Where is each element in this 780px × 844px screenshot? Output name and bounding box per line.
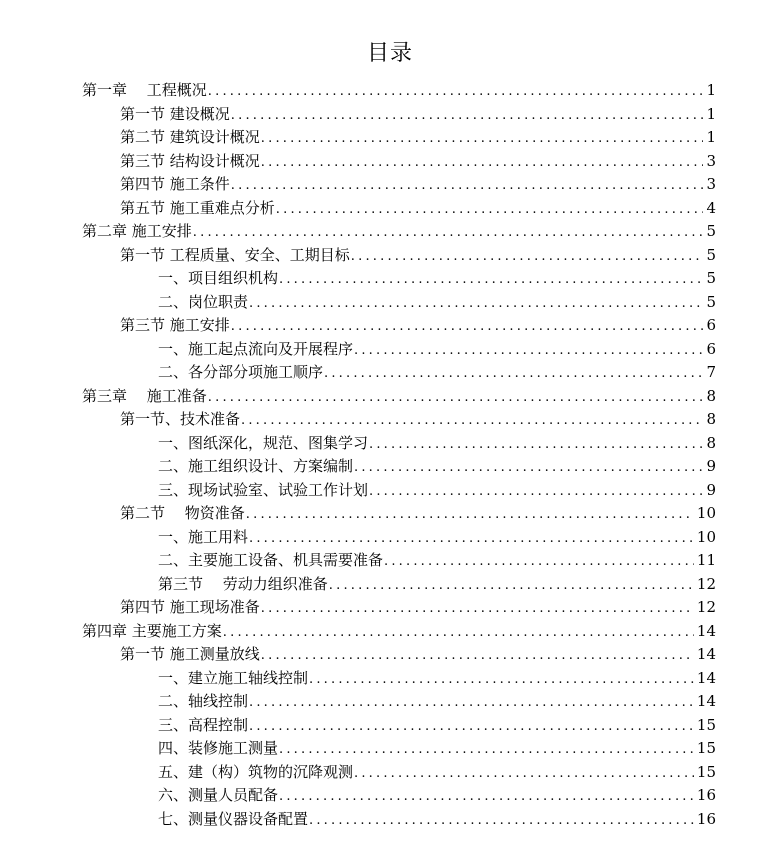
toc-leader-dots	[329, 574, 694, 598]
page-title: 目录	[366, 41, 413, 66]
toc-entry-label: 二、岗位职责	[158, 292, 249, 311]
toc-leader-dots	[384, 550, 694, 574]
toc-leader-dots	[193, 221, 704, 245]
toc-leader-dots	[231, 174, 704, 198]
toc-leader-dots	[279, 785, 694, 809]
toc-leader-dots	[354, 762, 694, 786]
toc-entry-label: 第四章 主要施工方案	[82, 621, 222, 640]
toc-entry[interactable]	[158, 525, 716, 549]
toc-entry[interactable]	[120, 407, 716, 431]
toc-entry[interactable]	[158, 266, 716, 290]
toc-entry-label: 第一节 建设概况	[120, 104, 230, 123]
toc-entry-page-number: 10	[696, 504, 716, 522]
toc-leader-dots	[324, 362, 703, 386]
toc-entry-page-number: 3	[706, 175, 716, 193]
toc-entry-page-number: 8	[706, 410, 716, 428]
toc-entry-page-number: 14	[696, 645, 716, 663]
toc-entry[interactable]	[120, 196, 716, 220]
toc-entry[interactable]	[158, 783, 716, 807]
toc-entry[interactable]	[158, 689, 716, 713]
toc-entry[interactable]	[158, 548, 716, 572]
toc-entry-page-number: 1	[706, 81, 716, 99]
toc-entry-label: 第二章 施工安排	[82, 222, 192, 240]
toc-leader-dots	[261, 151, 704, 175]
toc-leader-dots	[279, 268, 703, 292]
toc-entry[interactable]	[120, 149, 716, 173]
toc-entry-label: 第二节 物资准备	[120, 504, 245, 522]
toc-entry[interactable]	[158, 454, 716, 478]
toc-entry-label: 三、高程控制	[158, 715, 249, 734]
toc-entry[interactable]	[120, 642, 716, 666]
toc-entry-page-number: 15	[696, 739, 716, 757]
toc-entry-label: 二、施工组织设计、方案编制	[158, 457, 354, 475]
toc-entry[interactable]	[158, 290, 716, 314]
toc-entry[interactable]	[82, 219, 716, 243]
toc-entry[interactable]	[82, 619, 716, 643]
toc-leader-dots	[309, 809, 694, 833]
toc-entry-label: 二、各分部分项施工顺序	[158, 363, 324, 381]
toc-entry-label: 第一节、技术准备	[120, 410, 241, 428]
toc-leader-dots	[208, 386, 704, 410]
toc-entry-page-number: 12	[696, 574, 716, 593]
toc-entry-page-number: 15	[696, 762, 716, 781]
toc-entry-label: 第一节 工程质量、安全、工期目标	[120, 245, 350, 264]
toc-entry-page-number: 6	[706, 339, 716, 358]
toc-entry-page-number: 8	[706, 433, 716, 452]
toc-entry-label: 第一节 施工测量放线	[120, 645, 260, 663]
toc-entry-page-number: 12	[696, 598, 716, 616]
toc-leader-dots	[369, 433, 703, 457]
toc-entry-label: 七、测量仪器设备配置	[158, 809, 309, 828]
toc-entry[interactable]	[120, 172, 716, 196]
toc-entry-label: 二、主要施工设备、机具需要准备	[158, 551, 384, 569]
toc-leader-dots	[279, 738, 694, 762]
toc-leader-dots	[354, 456, 703, 480]
toc-leader-dots	[249, 292, 703, 316]
toc-entry[interactable]	[120, 102, 716, 126]
toc-entry-page-number: 1	[706, 104, 716, 123]
toc-entry-label: 四、装修施工测量	[158, 739, 279, 757]
page-cutoff	[0, 840, 780, 844]
toc-entry-label: 第二节 建筑设计概况	[120, 128, 260, 146]
toc-leader-dots	[261, 597, 694, 621]
toc-entry[interactable]	[158, 807, 716, 831]
toc-entry-label: 第三节 劳动力组织准备	[158, 574, 328, 593]
toc-entry[interactable]	[158, 666, 716, 690]
toc-entry-label: 第三节 结构设计概况	[120, 151, 260, 170]
toc-entry-page-number: 8	[706, 386, 716, 405]
toc-entry[interactable]	[158, 760, 716, 784]
toc-entry[interactable]	[158, 360, 716, 384]
toc-entry-label: 五、建（构）筑物的沉降观测	[158, 762, 354, 781]
toc-entry[interactable]	[158, 713, 716, 737]
toc-leader-dots	[309, 668, 694, 692]
toc-entry[interactable]	[158, 736, 716, 760]
toc-leader-dots	[351, 245, 704, 269]
toc-entry-page-number: 5	[706, 222, 716, 240]
toc-entry[interactable]	[82, 384, 716, 408]
toc-leader-dots	[223, 621, 694, 645]
toc-leader-dots	[354, 339, 703, 363]
toc-entry-page-number: 11	[696, 551, 716, 569]
toc-entry-page-number: 5	[706, 292, 716, 311]
toc-entry-label: 第四节 施工现场准备	[120, 598, 260, 616]
toc-entry-page-number: 6	[706, 316, 716, 334]
toc-entry-label: 一、施工起点流向及开展程序	[158, 339, 354, 358]
toc-leader-dots	[231, 104, 704, 128]
toc-entry-page-number: 4	[706, 198, 716, 217]
toc-leader-dots	[241, 409, 703, 433]
toc-entry-label: 第一章 工程概况	[82, 81, 207, 99]
toc-entry-label: 第三节 施工安排	[120, 316, 230, 334]
toc-entry[interactable]	[82, 78, 716, 102]
toc-entry[interactable]	[158, 431, 716, 455]
toc-entry-label: 二、轴线控制	[158, 692, 249, 710]
toc-entry-label: 三、现场试验室、试验工作计划	[158, 480, 369, 499]
toc-entry-page-number: 1	[706, 128, 716, 146]
toc-entry-label: 六、测量人员配备	[158, 786, 279, 804]
toc-entry-page-number: 14	[696, 621, 716, 640]
toc-entry-label: 第四节 施工条件	[120, 175, 230, 193]
toc-leader-dots	[261, 127, 704, 151]
toc-entry[interactable]	[158, 572, 716, 596]
toc-leader-dots	[276, 198, 704, 222]
toc-entry-page-number: 14	[696, 668, 716, 687]
toc-entry[interactable]	[120, 595, 716, 619]
toc-entry-label: 一、图纸深化，规范、图集学习	[158, 433, 369, 452]
toc-entry-page-number: 5	[706, 269, 716, 287]
toc-entry-page-number: 7	[706, 363, 716, 381]
toc-entry-page-number: 3	[706, 151, 716, 170]
toc-entry-page-number: 16	[696, 809, 716, 828]
toc-entry-page-number: 14	[696, 692, 716, 710]
toc-leader-dots	[231, 315, 704, 339]
toc-entry-page-number: 9	[706, 480, 716, 499]
toc-entry[interactable]	[120, 313, 716, 337]
toc-entry-label: 一、施工用料	[158, 527, 249, 546]
toc-entry[interactable]	[158, 478, 716, 502]
toc-entry-page-number: 16	[696, 786, 716, 804]
toc-entry-label: 一、项目组织机构	[158, 269, 279, 287]
toc-entry-page-number: 10	[696, 527, 716, 546]
toc-entry[interactable]	[120, 243, 716, 267]
toc-entry-page-number: 15	[696, 715, 716, 734]
toc-leader-dots	[249, 691, 694, 715]
toc-entry[interactable]	[120, 501, 716, 525]
toc-leader-dots	[208, 80, 704, 104]
toc-leader-dots	[249, 527, 694, 551]
toc-entry-page-number: 5	[706, 245, 716, 264]
toc-entry-label: 第五节 施工重难点分析	[120, 198, 275, 217]
toc-entry-label: 一、建立施工轴线控制	[158, 668, 309, 687]
toc-leader-dots	[249, 715, 694, 739]
toc-leader-dots	[246, 503, 694, 527]
toc-entry-page-number: 9	[706, 457, 716, 475]
toc-entry[interactable]	[158, 337, 716, 361]
toc-leader-dots	[369, 480, 703, 504]
toc-leader-dots	[261, 644, 694, 668]
toc-entry-label: 第三章 施工准备	[82, 386, 207, 405]
toc-entry[interactable]	[120, 125, 716, 149]
